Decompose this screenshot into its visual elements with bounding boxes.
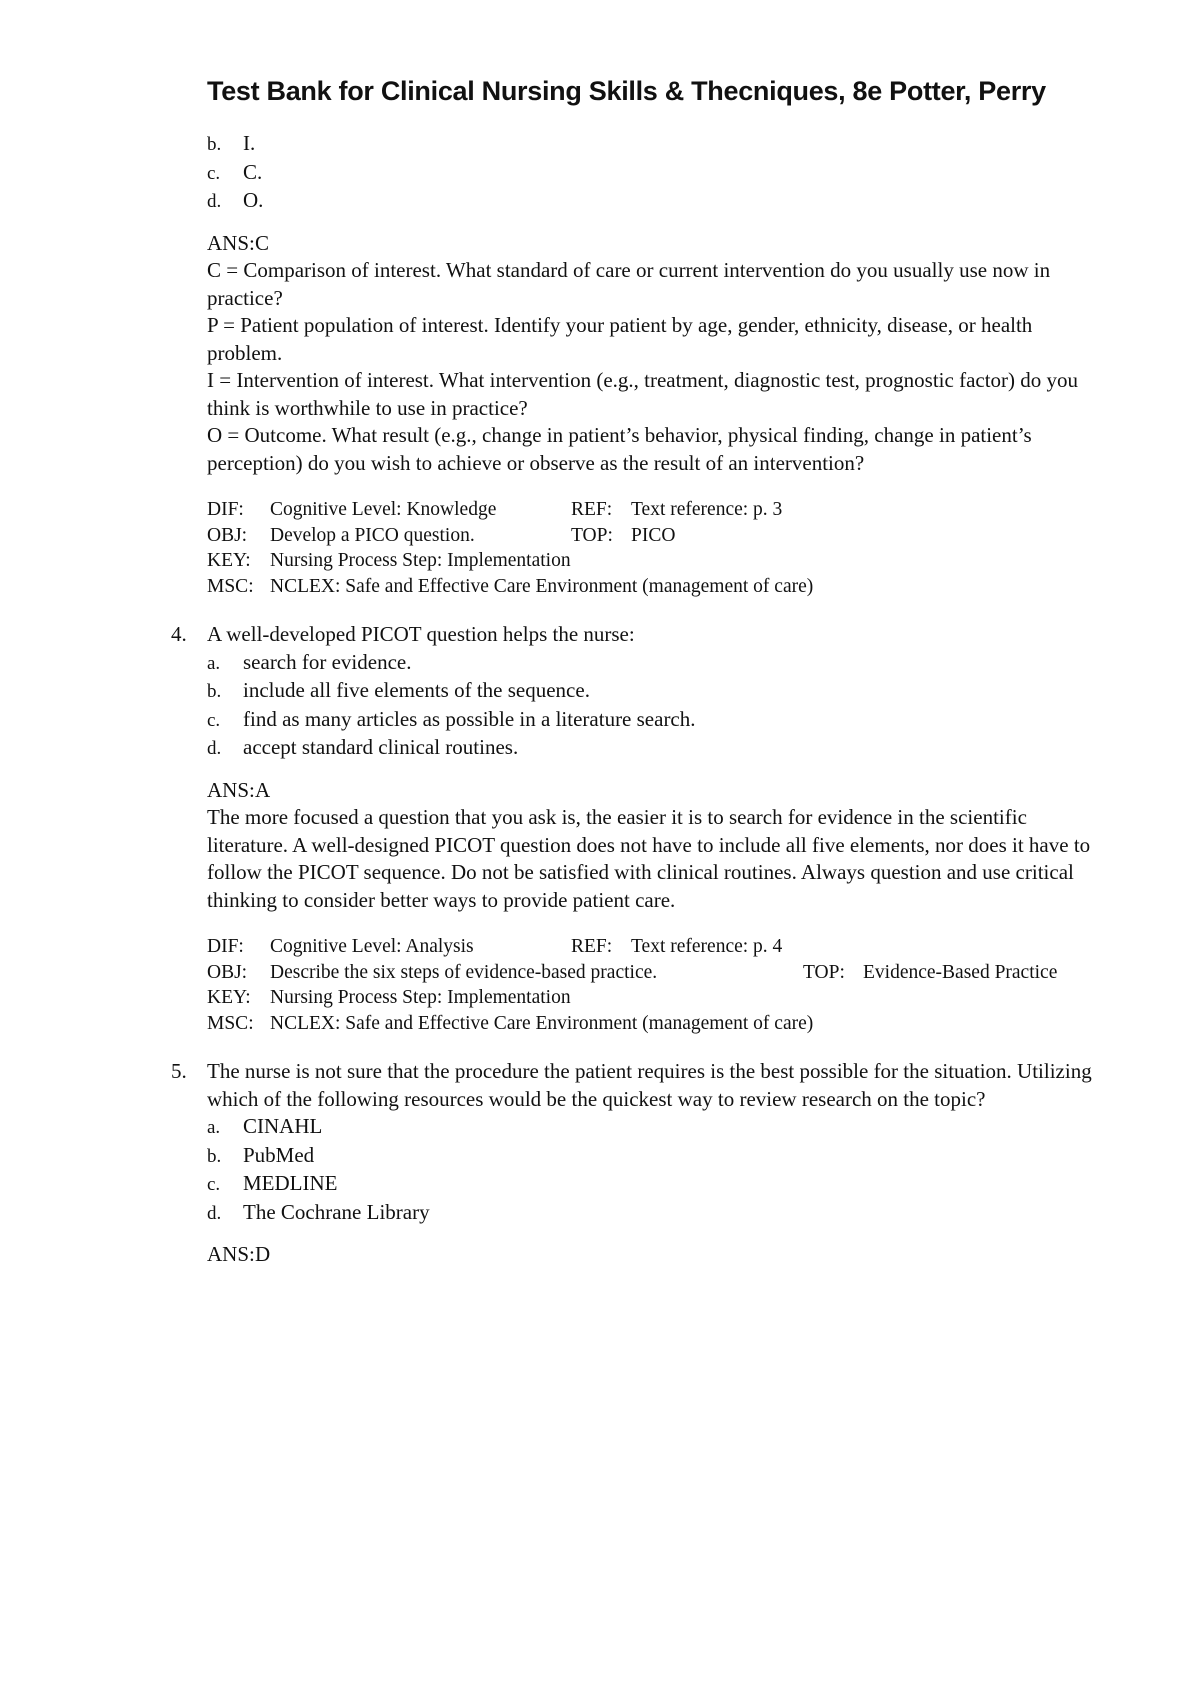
question-3-options <box>207 130 1107 216</box>
option-c <box>207 706 1107 735</box>
meta-key: KEY: <box>207 987 251 1008</box>
meta-row-dif <box>207 497 1107 523</box>
meta-key: DIF: <box>207 936 244 957</box>
option-text: CINAHL <box>243 1114 323 1138</box>
option-text: find as many articles as possible in a literature search. <box>243 706 696 731</box>
meta-row-msc <box>207 1011 1107 1037</box>
option-text: PubMed <box>243 1142 315 1167</box>
option-d <box>207 734 1107 763</box>
option-letter: c. <box>207 162 221 184</box>
option-text: accept standard clinical routines. <box>243 735 519 759</box>
meta-value: Cognitive Level: Knowledge <box>270 499 497 520</box>
meta-row-obj <box>207 960 1107 986</box>
meta-value: Evidence-Based Practice <box>863 961 1058 983</box>
meta-value: PICO <box>631 524 676 546</box>
rationale-paragraph: I = Intervention of interest. What intervention (e.g., treatment, diagnostic test, prognostic factor) do you think is worthwhile to use in practice? <box>207 368 1079 420</box>
answer-line <box>207 230 1107 258</box>
option-letter: b. <box>207 681 222 702</box>
question-number: 5. <box>171 1059 187 1083</box>
meta-key: TOP: <box>803 961 845 983</box>
meta-key: DIF: <box>207 499 244 520</box>
option-letter: d. <box>207 738 222 759</box>
meta-row-key <box>207 985 1107 1011</box>
option-letter: c. <box>207 709 221 731</box>
option-letter: c. <box>207 1174 221 1195</box>
meta-key: KEY: <box>207 550 251 571</box>
meta-key: OBJ: <box>207 524 248 546</box>
answer-line <box>207 777 1107 805</box>
rationale-paragraph: O = Outcome. What result (e.g., change in patient’s behavior, physical finding, change in patient’s perception) do you wish to achieve or observe as the result of an intervention? <box>207 423 1032 475</box>
answer-value: A <box>255 777 271 802</box>
answer-label: ANS: <box>207 230 255 255</box>
meta-key: TOP: <box>571 524 613 546</box>
option-text: search for evidence. <box>243 649 412 674</box>
question-metadata <box>207 497 1107 599</box>
meta-key: REF: <box>571 499 613 520</box>
option-letter: b. <box>207 1145 222 1167</box>
meta-key: OBJ: <box>207 961 248 983</box>
option-letter: a. <box>207 652 221 674</box>
meta-key: REF: <box>571 936 613 957</box>
option-text: The Cochrane Library <box>243 1199 430 1224</box>
meta-value: Develop a PICO question. <box>270 524 475 546</box>
meta-row-msc <box>207 574 1107 600</box>
meta-key: MSC: <box>207 575 254 597</box>
question-stem: A well-developed PICOT question helps the nurse: <box>207 622 635 646</box>
option-a <box>207 649 1107 678</box>
answer-label: ANS: <box>207 1242 255 1266</box>
option-b <box>207 1142 1107 1171</box>
option-text: MEDLINE <box>243 1171 338 1195</box>
meta-value: NCLEX: Safe and Effective Care Environment (management of care) <box>270 575 814 597</box>
answer-line <box>207 1241 1107 1269</box>
meta-value: Describe the six steps of evidence-based practice. <box>270 961 658 983</box>
answer-value: D <box>255 1242 271 1266</box>
rationale-paragraph: The more focused a question that you ask is, the easier it is to search for evidence in the scientific literature. A well-designed PICOT question does not have to include all five elements, nor does it have to follow the PICOT sequence. Do not be satisfied with clinical routines. Always question and use critical thinking to consider better ways to provide patient care. <box>207 805 1091 912</box>
option-a <box>207 1113 1107 1142</box>
option-b <box>207 130 1107 159</box>
meta-key: MSC: <box>207 1012 254 1034</box>
option-text: C. <box>243 159 263 184</box>
rationale-paragraph: C = Comparison of interest. What standard of care or current intervention do you usually use now in practice? <box>207 258 1051 310</box>
answer-value: C <box>255 230 270 255</box>
option-c <box>207 1170 1107 1199</box>
option-c <box>207 159 1107 188</box>
meta-row-obj <box>207 523 1107 549</box>
meta-value: NCLEX: Safe and Effective Care Environment (management of care) <box>270 1012 814 1034</box>
meta-value: Nursing Process Step: Implementation <box>270 987 571 1008</box>
option-text: I. <box>243 131 256 155</box>
question-4 <box>171 621 1107 763</box>
meta-value: Text reference: p. 3 <box>631 499 783 520</box>
option-b <box>207 677 1107 706</box>
option-text: include all five elements of the sequence. <box>243 678 590 702</box>
meta-row-key <box>207 548 1107 574</box>
option-d <box>207 187 1107 216</box>
option-text: O. <box>243 188 264 212</box>
answer-label: ANS: <box>207 777 255 802</box>
meta-row-dif <box>207 934 1107 960</box>
option-letter: b. <box>207 134 222 155</box>
question-stem: The nurse is not sure that the procedure the patient requires is the best possible for the situation. Utilizing which of the following resources would be the quickest way to review research on the topic? <box>207 1059 1092 1111</box>
test-content <box>171 130 1107 1269</box>
question-5 <box>171 1058 1107 1227</box>
option-d <box>207 1199 1107 1228</box>
meta-value: Text reference: p. 4 <box>631 936 783 957</box>
option-letter: d. <box>207 191 222 212</box>
question-number: 4. <box>171 622 187 646</box>
meta-value: Cognitive Level: Analysis <box>270 936 474 957</box>
option-letter: a. <box>207 1117 221 1138</box>
page-title: Test Bank for Clinical Nursing Skills & Thecniques, 8e Potter, Perry <box>207 76 1046 106</box>
rationale-paragraph: P = Patient population of interest. Identify your patient by age, gender, ethnicity, disease, or health problem. <box>207 313 1033 365</box>
question-metadata <box>207 934 1107 1036</box>
meta-value: Nursing Process Step: Implementation <box>270 550 571 571</box>
option-letter: d. <box>207 1202 222 1224</box>
